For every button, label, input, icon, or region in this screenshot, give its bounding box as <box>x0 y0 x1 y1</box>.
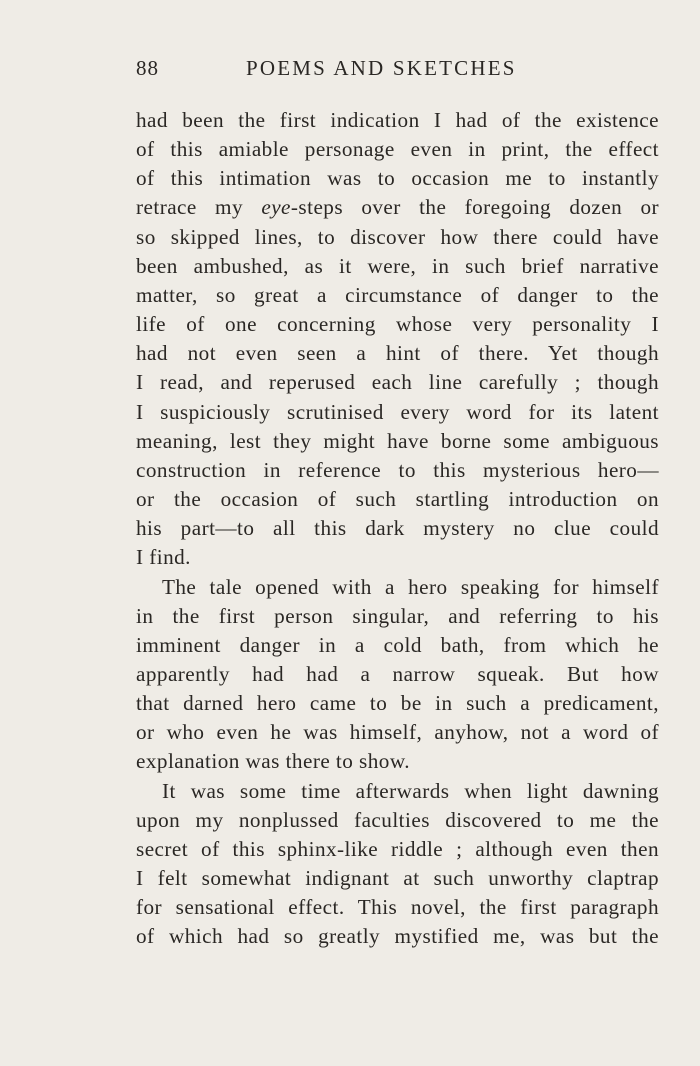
text-line: It was some time afterwards when light dawning <box>162 778 659 803</box>
text-line: in the first person singular, and referring to his <box>136 603 659 628</box>
text-line: that darned hero came to be in such a predicament, <box>136 691 659 716</box>
running-title: POEMS AND SKETCHES <box>246 56 517 80</box>
text-line: I felt somewhat indignant at such unworthy claptrap <box>136 866 659 891</box>
text-line: I suspiciously scrutinised every word for its latent <box>136 399 659 424</box>
text-line: secret of this sphinx-like riddle ; although even then <box>136 836 659 861</box>
text-line: of this intimation was to occasion me to instantly <box>136 166 659 191</box>
text-line: for sensational effect. This novel, the first paragraph <box>136 895 659 920</box>
text-line: construction in reference to this mysterious hero— <box>136 457 659 482</box>
text-line: life of one concerning whose very personality I <box>136 312 659 337</box>
text-line: so skipped lines, to discover how there could have <box>136 224 659 249</box>
italic-word: eye <box>261 195 291 220</box>
paragraph-2 <box>136 573 659 777</box>
text-line: of which had so greatly mystified me, was but the <box>136 924 659 949</box>
text-line: of this amiable personage even in print, the effect <box>136 137 659 162</box>
text-line: apparently had had a narrow squeak. But how <box>136 661 659 686</box>
text-line: had not even seen a hint of there. Yet though <box>136 341 659 366</box>
text-line: explanation was there to show. <box>136 749 410 774</box>
text-line: his part—to all this dark mystery no clue could <box>136 516 659 541</box>
paragraph-1 <box>136 106 659 573</box>
text-line: or the occasion of such startling introduction on <box>136 487 659 512</box>
body-text <box>136 106 659 952</box>
paragraph-3 <box>136 777 659 952</box>
text-line: imminent danger in a cold bath, from which he <box>136 632 659 657</box>
text-line: had been the first indication I had of the existence <box>136 108 659 132</box>
running-header <box>136 56 659 86</box>
text-line: meaning, lest they might have borne some ambiguous <box>136 428 659 453</box>
text-line: I find. <box>136 545 191 570</box>
text-line: or who even he was himself, anyhow, not a word of <box>136 720 659 745</box>
text-line: been ambushed, as it were, in such brief narrative <box>136 253 659 278</box>
text-line: matter, so great a circumstance of danger to the <box>136 282 659 307</box>
text-line: The tale opened with a hero speaking for himself <box>162 574 659 599</box>
book-page <box>136 56 659 952</box>
text-line: I read, and reperused each line carefully ; though <box>136 370 659 395</box>
page-number: 88 <box>136 56 159 80</box>
text-line-italic-word: retrace my eye-steps over the foregoing dozen or <box>136 195 660 220</box>
text-line: upon my nonplussed faculties discovered to me the <box>136 807 659 832</box>
